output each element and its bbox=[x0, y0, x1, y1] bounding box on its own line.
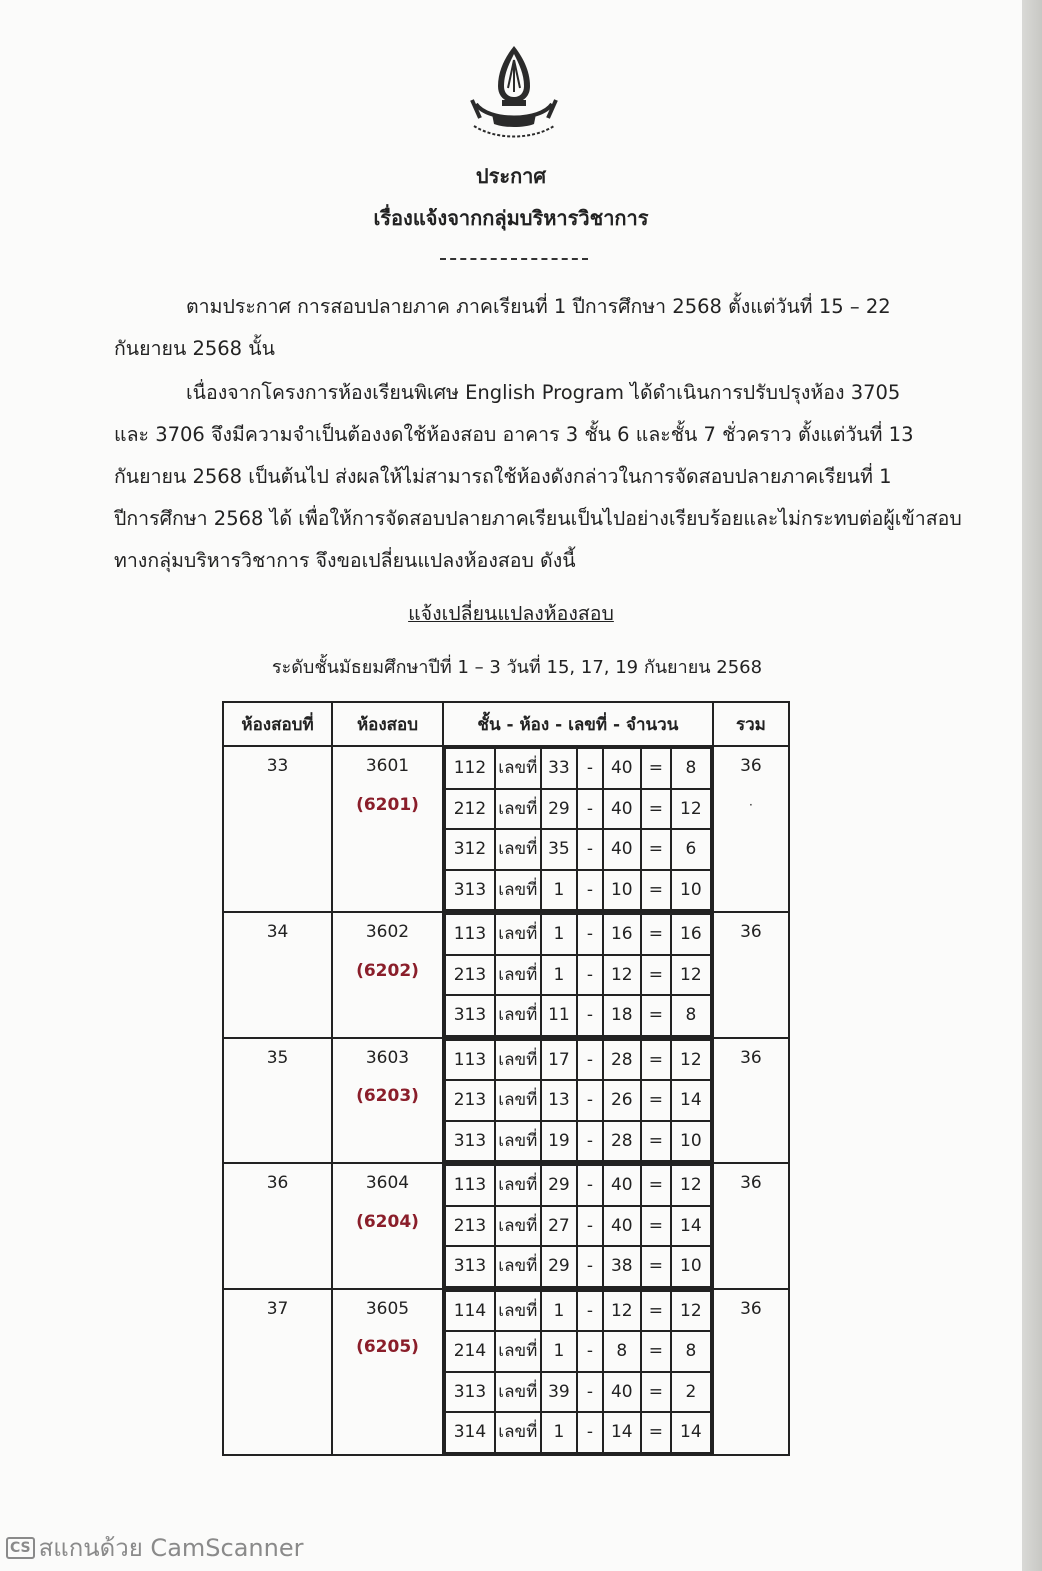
seat-label: เลขที่ bbox=[495, 1121, 541, 1162]
school-emblem-icon bbox=[462, 40, 566, 144]
exam-site-number: 35 bbox=[266, 1047, 289, 1068]
seat-label: เลขที่ bbox=[495, 1412, 541, 1453]
paragraph-2-line-5: ทางกลุ่มบริหารวิชาการ จึงขอเปลี่ยนแปลงห้องสอบ ดังนี้ bbox=[114, 549, 576, 572]
row-total: 36 bbox=[740, 922, 762, 942]
seat-label: เลขที่ bbox=[495, 1040, 541, 1081]
exam-room-new: (6205) bbox=[356, 1337, 419, 1357]
range-dash: - bbox=[577, 955, 603, 996]
detail-cell bbox=[443, 912, 713, 1038]
paragraph-2-line-1: เนื่องจากโครงการห้องเรียนพิเศษ English Program ได้ดำเนินการปรับปรุงห้อง 3705 bbox=[186, 381, 901, 404]
exam-room-cell bbox=[332, 746, 443, 912]
range-dash: - bbox=[577, 1372, 603, 1413]
exam-room-new: (6204) bbox=[356, 1211, 419, 1232]
class-code: 214 bbox=[445, 1331, 495, 1372]
seat-label: เลขที่ bbox=[495, 1331, 541, 1372]
seat-label: เลขที่ bbox=[495, 995, 541, 1036]
student-count: 10 bbox=[671, 1121, 711, 1162]
equals-sign: = bbox=[641, 789, 671, 830]
seat-to: 14 bbox=[603, 1412, 641, 1453]
announcement-subject: เรื่องแจ้งจากกลุ่มบริหารวิชาการ bbox=[373, 206, 649, 230]
row-total: 36 bbox=[740, 756, 762, 776]
row-total: 36 bbox=[740, 1298, 762, 1319]
detail-line bbox=[445, 1040, 711, 1081]
range-dash: - bbox=[577, 748, 603, 789]
equals-sign: = bbox=[641, 1206, 671, 1247]
equals-sign: = bbox=[641, 1080, 671, 1121]
table-row bbox=[223, 1038, 789, 1164]
equals-sign: = bbox=[641, 1040, 671, 1081]
total-cell bbox=[713, 1163, 789, 1289]
detail-cell bbox=[443, 746, 713, 912]
equals-sign: = bbox=[641, 1246, 671, 1287]
seat-from: 33 bbox=[541, 748, 577, 789]
exam-site-number: 36 bbox=[266, 1173, 289, 1193]
seat-from: 13 bbox=[541, 1080, 577, 1121]
table-row bbox=[223, 912, 789, 1038]
class-code: 313 bbox=[445, 870, 495, 911]
exam-room-new: (6203) bbox=[356, 1086, 419, 1106]
class-code: 313 bbox=[445, 1121, 495, 1162]
exam-site-cell bbox=[223, 1038, 332, 1164]
paragraph-2-line-2: และ 3706 จึงมีความจำเป็นต้องงดใช้ห้องสอบ อาคาร 3 ชั้น 6 และชั้น 7 ชั่วคราว ตั้งแต่วันที่ 13 bbox=[114, 423, 914, 446]
paragraph-1 bbox=[114, 286, 910, 370]
student-count: 14 bbox=[671, 1206, 711, 1247]
table-header-row bbox=[223, 702, 789, 746]
seat-to: 28 bbox=[603, 1121, 641, 1162]
detail-line bbox=[445, 1165, 711, 1206]
seat-label: เลขที่ bbox=[495, 914, 541, 955]
detail-line bbox=[445, 1246, 711, 1287]
seat-from: 1 bbox=[541, 1291, 577, 1332]
detail-line bbox=[445, 955, 711, 996]
seat-from: 1 bbox=[541, 914, 577, 955]
exam-site-cell bbox=[223, 746, 332, 912]
class-code: 313 bbox=[445, 995, 495, 1036]
exam-site-cell bbox=[223, 912, 332, 1038]
detail-list bbox=[444, 1164, 712, 1288]
class-code: 314 bbox=[445, 1412, 495, 1453]
exam-room-old: 3605 bbox=[365, 1298, 410, 1319]
equals-sign: = bbox=[641, 1412, 671, 1453]
detail-line bbox=[445, 1331, 711, 1372]
seat-label: เลขที่ bbox=[495, 829, 541, 870]
seat-to: 40 bbox=[603, 789, 641, 830]
equals-sign: = bbox=[641, 1291, 671, 1332]
seat-from: 29 bbox=[541, 1246, 577, 1287]
total-cell bbox=[713, 746, 789, 912]
range-dash: - bbox=[577, 1165, 603, 1206]
exam-room-cell bbox=[332, 1289, 443, 1455]
paragraph-2-line-4: ปีการศึกษา 2568 ได้ เพื่อให้การจัดสอบปลายภาคเรียนเป็นไปอย่างเรียบร้อยและไม่กระทบต่อผู้เข้าสอบ bbox=[114, 507, 962, 530]
equals-sign: = bbox=[641, 829, 671, 870]
exam-site-number: 37 bbox=[266, 1298, 289, 1319]
notice-level-dates: ระดับชั้นมัธยมศึกษาปีที่ 1 – 3 วันที่ 15, 17, 19 กันยายน 2568 bbox=[271, 657, 763, 678]
seat-to: 16 bbox=[603, 914, 641, 955]
student-count: 12 bbox=[671, 1291, 711, 1332]
seat-label: เลขที่ bbox=[495, 789, 541, 830]
seat-label: เลขที่ bbox=[495, 1246, 541, 1287]
announcement-title: ประกาศ bbox=[475, 164, 547, 188]
equals-sign: = bbox=[641, 1331, 671, 1372]
table-row bbox=[223, 746, 789, 912]
header-total: รวม bbox=[713, 702, 789, 746]
total-cell bbox=[713, 912, 789, 1038]
seat-from: 1 bbox=[541, 1412, 577, 1453]
detail-list bbox=[444, 1039, 712, 1163]
detail-list bbox=[444, 1290, 712, 1454]
paragraph-1-line-1: ตามประกาศ การสอบปลายภาค ภาคเรียนที่ 1 ปีการศึกษา 2568 ตั้งแต่วันที่ 15 – 22 bbox=[186, 295, 891, 318]
equals-sign: = bbox=[641, 1372, 671, 1413]
student-count: 16 bbox=[671, 914, 711, 955]
detail-cell bbox=[443, 1289, 713, 1455]
student-count: 8 bbox=[671, 995, 711, 1036]
detail-line bbox=[445, 914, 711, 955]
seat-to: 28 bbox=[603, 1040, 641, 1081]
equals-sign: = bbox=[641, 748, 671, 789]
exam-room-new: (6201) bbox=[356, 794, 419, 815]
scan-mark: · bbox=[748, 797, 753, 812]
seat-from: 17 bbox=[541, 1040, 577, 1081]
equals-sign: = bbox=[641, 914, 671, 955]
exam-room-cell bbox=[332, 1038, 443, 1164]
exam-room-old: 3601 bbox=[365, 756, 410, 776]
detail-cell bbox=[443, 1038, 713, 1164]
student-count: 12 bbox=[671, 955, 711, 996]
detail-line bbox=[445, 1372, 711, 1413]
scanner-watermark bbox=[6, 1528, 303, 1567]
table-row bbox=[223, 1163, 789, 1289]
divider bbox=[440, 258, 588, 260]
exam-room-old: 3602 bbox=[365, 922, 410, 942]
class-code: 313 bbox=[445, 1246, 495, 1287]
total-cell bbox=[713, 1289, 789, 1455]
class-code: 114 bbox=[445, 1291, 495, 1332]
range-dash: - bbox=[577, 1206, 603, 1247]
seat-from: 1 bbox=[541, 955, 577, 996]
detail-line bbox=[445, 1412, 711, 1453]
range-dash: - bbox=[577, 1246, 603, 1287]
range-dash: - bbox=[577, 1412, 603, 1453]
class-code: 112 bbox=[445, 748, 495, 789]
range-dash: - bbox=[577, 1331, 603, 1372]
range-dash: - bbox=[577, 870, 603, 911]
camscanner-badge: CS bbox=[6, 1537, 35, 1559]
range-dash: - bbox=[577, 995, 603, 1036]
seat-from: 29 bbox=[541, 789, 577, 830]
range-dash: - bbox=[577, 1040, 603, 1081]
student-count: 14 bbox=[671, 1412, 711, 1453]
student-count: 8 bbox=[671, 748, 711, 789]
seat-to: 8 bbox=[603, 1331, 641, 1372]
student-count: 6 bbox=[671, 829, 711, 870]
seat-from: 1 bbox=[541, 1331, 577, 1372]
detail-line bbox=[445, 789, 711, 830]
total-cell bbox=[713, 1038, 789, 1164]
seat-from: 39 bbox=[541, 1372, 577, 1413]
seat-label: เลขที่ bbox=[495, 748, 541, 789]
class-code: 213 bbox=[445, 1206, 495, 1247]
seat-to: 12 bbox=[603, 955, 641, 996]
equals-sign: = bbox=[641, 995, 671, 1036]
exam-site-cell bbox=[223, 1289, 332, 1455]
row-total: 36 bbox=[740, 1047, 762, 1068]
range-dash: - bbox=[577, 829, 603, 870]
class-code: 313 bbox=[445, 1372, 495, 1413]
equals-sign: = bbox=[641, 870, 671, 911]
detail-line bbox=[445, 995, 711, 1036]
seat-to: 40 bbox=[603, 1206, 641, 1247]
student-count: 10 bbox=[671, 1246, 711, 1287]
seat-to: 40 bbox=[603, 1165, 641, 1206]
student-count: 2 bbox=[671, 1372, 711, 1413]
detail-line bbox=[445, 1291, 711, 1332]
seat-to: 40 bbox=[603, 829, 641, 870]
detail-line bbox=[445, 1206, 711, 1247]
scan-edge bbox=[1022, 0, 1042, 1571]
seat-label: เลขที่ bbox=[495, 1165, 541, 1206]
detail-list bbox=[444, 913, 712, 1037]
detail-line bbox=[445, 748, 711, 789]
header-site: ห้องสอบที่ bbox=[223, 702, 332, 746]
equals-sign: = bbox=[641, 1121, 671, 1162]
seat-to: 38 bbox=[603, 1246, 641, 1287]
exam-room-old: 3603 bbox=[365, 1047, 410, 1068]
notice-heading: แจ้งเปลี่ยนแปลงห้องสอบ bbox=[408, 602, 614, 625]
seat-from: 27 bbox=[541, 1206, 577, 1247]
range-dash: - bbox=[577, 1121, 603, 1162]
exam-site-cell bbox=[223, 1163, 332, 1289]
seat-to: 12 bbox=[603, 1291, 641, 1332]
seat-from: 11 bbox=[541, 995, 577, 1036]
class-code: 213 bbox=[445, 955, 495, 996]
detail-cell bbox=[443, 1163, 713, 1289]
row-total: 36 bbox=[740, 1173, 762, 1193]
seat-from: 29 bbox=[541, 1165, 577, 1206]
seat-to: 18 bbox=[603, 995, 641, 1036]
seat-label: เลขที่ bbox=[495, 1372, 541, 1413]
range-dash: - bbox=[577, 789, 603, 830]
detail-line bbox=[445, 829, 711, 870]
exam-room-new: (6202) bbox=[356, 960, 419, 981]
paragraph-2-line-3: กันยายน 2568 เป็นต้นไป ส่งผลให้ไม่สามารถใช้ห้องดังกล่าวในการจัดสอบปลายภาคเรียนที่ 1 bbox=[114, 465, 892, 488]
class-code: 113 bbox=[445, 1040, 495, 1081]
detail-line bbox=[445, 1121, 711, 1162]
student-count: 12 bbox=[671, 789, 711, 830]
seat-to: 10 bbox=[603, 870, 641, 911]
range-dash: - bbox=[577, 914, 603, 955]
header-detail: ชั้น - ห้อง - เลขที่ - จำนวน bbox=[443, 702, 713, 746]
seat-to: 40 bbox=[603, 748, 641, 789]
student-count: 12 bbox=[671, 1040, 711, 1081]
detail-line bbox=[445, 1080, 711, 1121]
exam-room-table bbox=[222, 701, 790, 1456]
class-code: 212 bbox=[445, 789, 495, 830]
class-code: 113 bbox=[445, 914, 495, 955]
seat-label: เลขที่ bbox=[495, 1080, 541, 1121]
camscanner-text: สแกนด้วย CamScanner bbox=[38, 1534, 304, 1562]
paragraph-1-line-2: กันยายน 2568 นั้น bbox=[114, 337, 275, 360]
range-dash: - bbox=[577, 1080, 603, 1121]
student-count: 14 bbox=[671, 1080, 711, 1121]
paragraph-2 bbox=[114, 372, 962, 582]
exam-site-number: 33 bbox=[266, 756, 289, 776]
class-code: 312 bbox=[445, 829, 495, 870]
detail-line bbox=[445, 870, 711, 911]
detail-list bbox=[444, 747, 712, 911]
seat-label: เลขที่ bbox=[495, 1291, 541, 1332]
exam-room-cell bbox=[332, 1163, 443, 1289]
student-count: 12 bbox=[671, 1165, 711, 1206]
exam-room-old: 3604 bbox=[365, 1173, 410, 1193]
class-code: 113 bbox=[445, 1165, 495, 1206]
student-count: 10 bbox=[671, 870, 711, 911]
class-code: 213 bbox=[445, 1080, 495, 1121]
seat-label: เลขที่ bbox=[495, 870, 541, 911]
seat-to: 40 bbox=[603, 1372, 641, 1413]
seat-label: เลขที่ bbox=[495, 1206, 541, 1247]
seat-from: 35 bbox=[541, 829, 577, 870]
seat-from: 19 bbox=[541, 1121, 577, 1162]
equals-sign: = bbox=[641, 955, 671, 996]
range-dash: - bbox=[577, 1291, 603, 1332]
seat-from: 1 bbox=[541, 870, 577, 911]
seat-label: เลขที่ bbox=[495, 955, 541, 996]
seat-to: 26 bbox=[603, 1080, 641, 1121]
table-row bbox=[223, 1289, 789, 1455]
exam-site-number: 34 bbox=[266, 922, 289, 942]
header-room: ห้องสอบ bbox=[332, 702, 443, 746]
table-body bbox=[223, 746, 789, 1455]
exam-room-cell bbox=[332, 912, 443, 1038]
student-count: 8 bbox=[671, 1331, 711, 1372]
equals-sign: = bbox=[641, 1165, 671, 1206]
